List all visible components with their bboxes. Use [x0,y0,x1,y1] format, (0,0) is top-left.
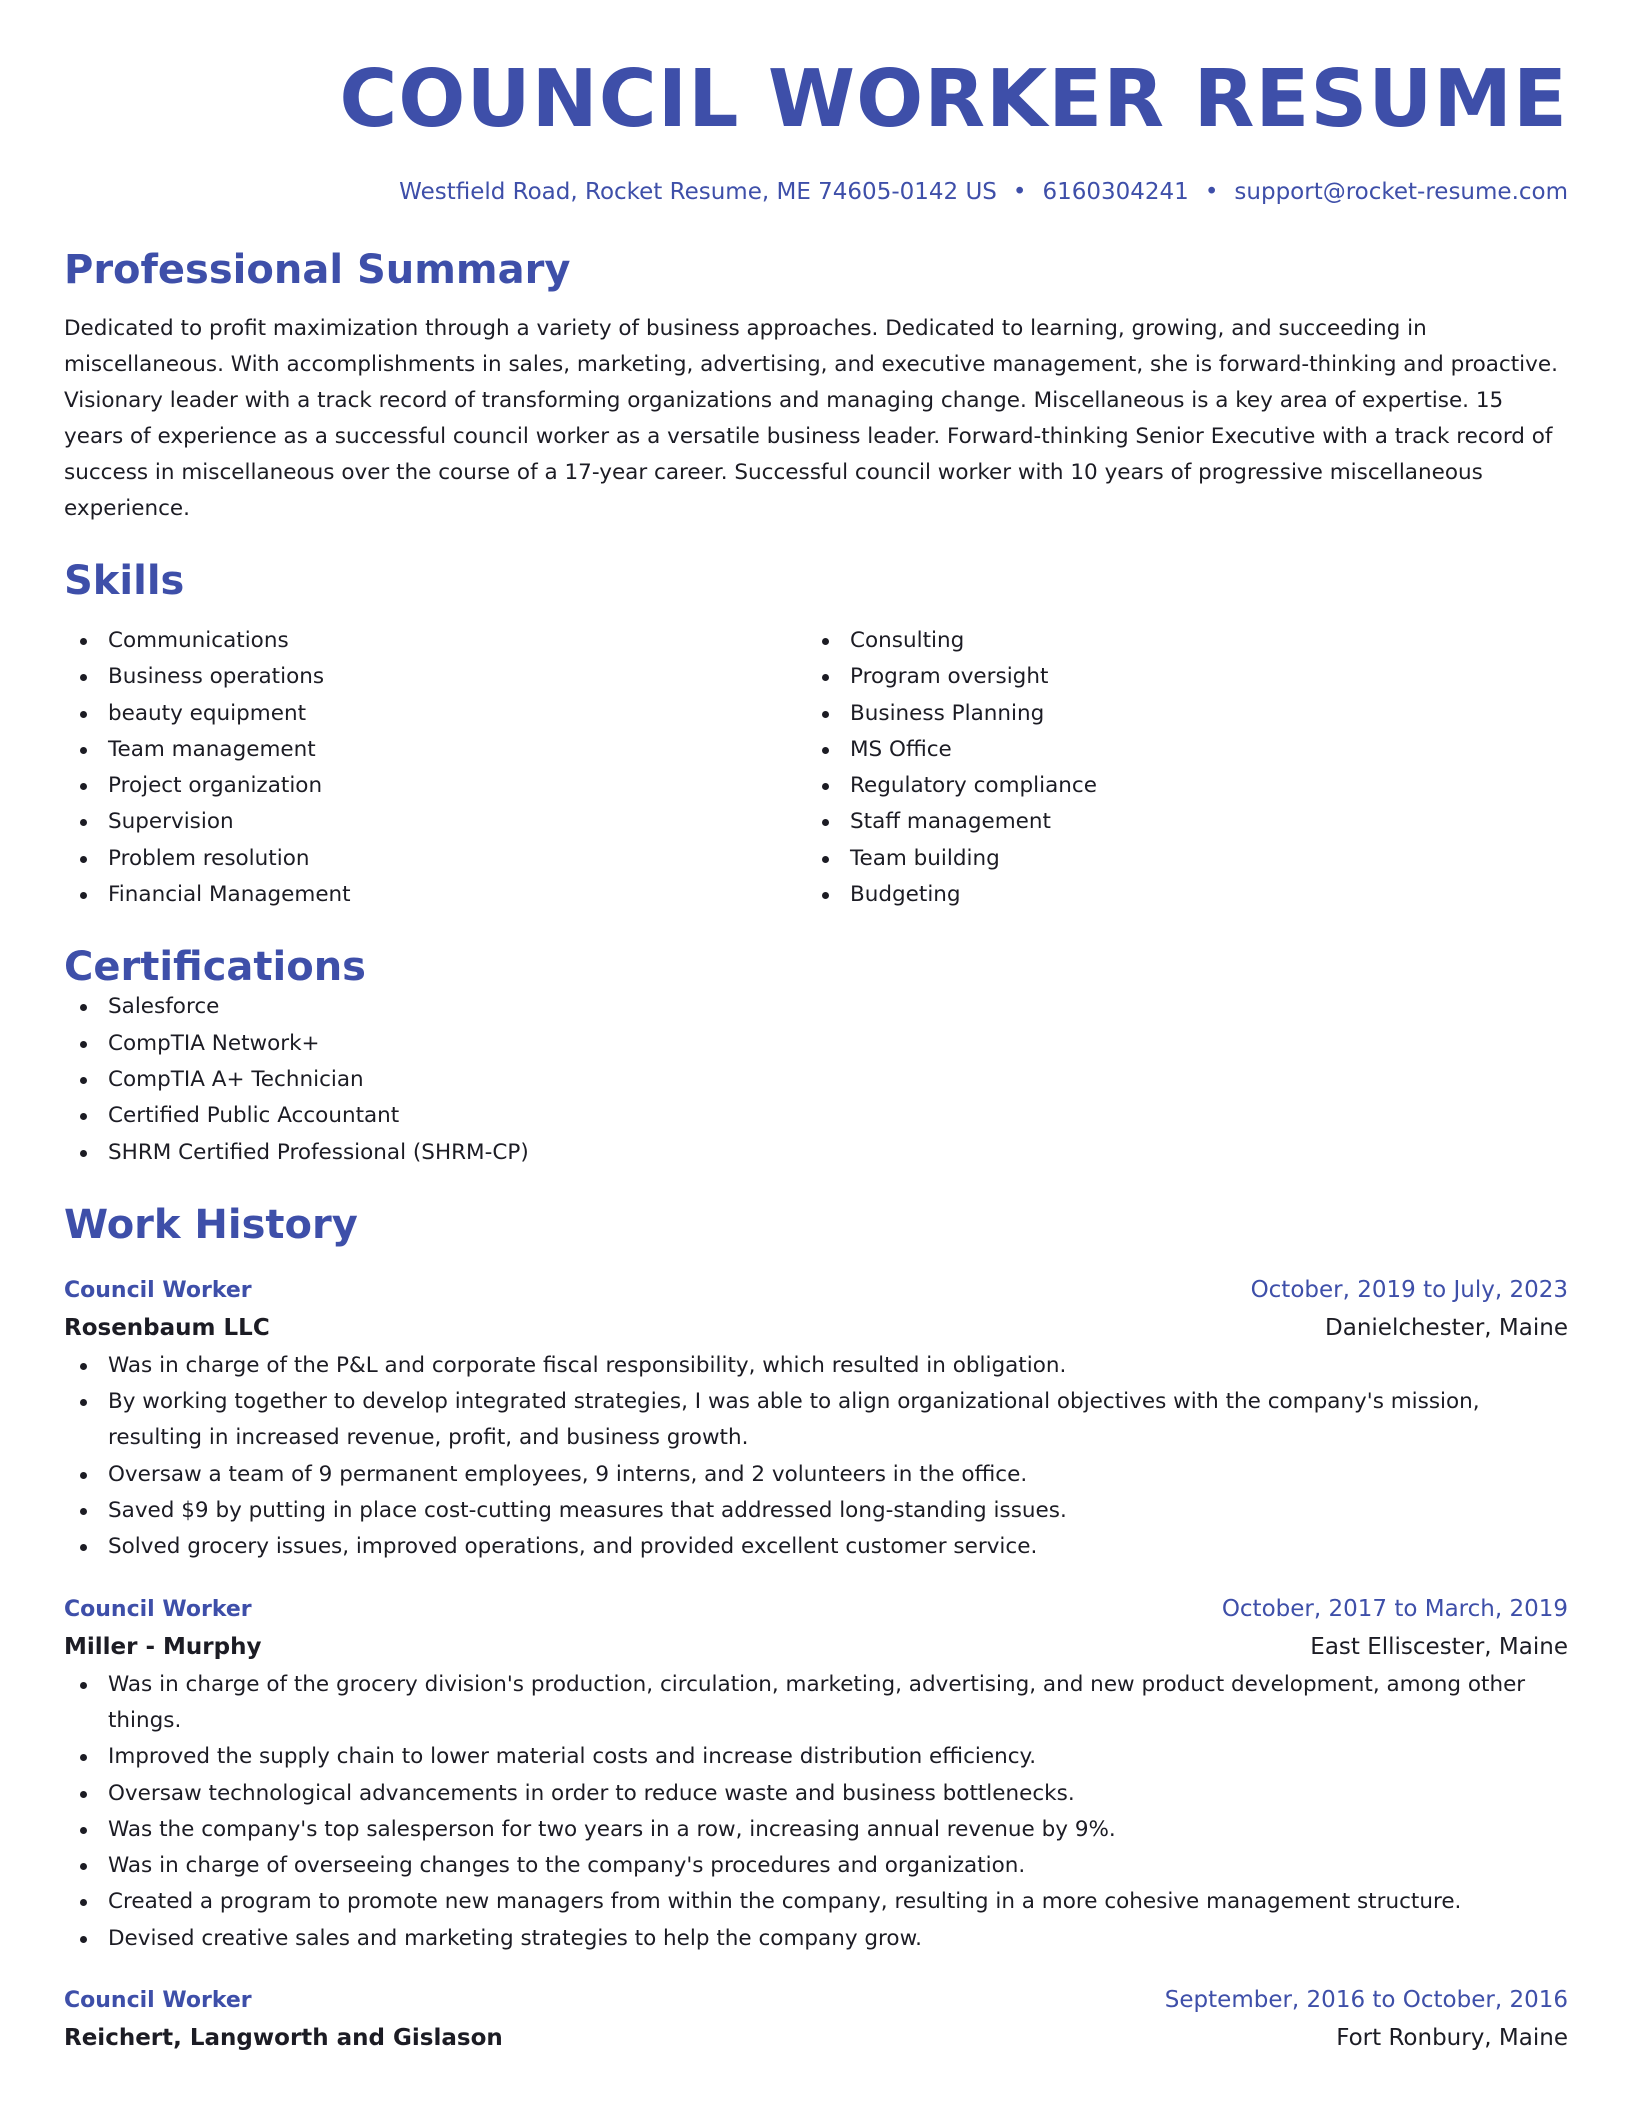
skill-item: Regulatory compliance [806,768,1548,804]
job-bullet: Devised creative sales and marketing strategies to help the company grow. [64,1921,1568,1957]
job-bullet: Was the company's top salesperson for two years in a row, increasing annual revenue by 9%. [64,1812,1568,1848]
skill-item: Problem resolution [64,841,806,877]
job-bullet: Improved the supply chain to lower material costs and increase distribution efficiency. [64,1739,1568,1775]
skills-column-right [806,623,1548,913]
certifications-list [64,989,1568,1170]
job-bullet: By working together to develop integrated strategies, I was able to align organizational objectives with the company's mission, resulting in increased revenue, profit, and business growth. [64,1384,1568,1457]
skill-item: Business Planning [806,696,1548,732]
job-bullet: Oversaw a team of 9 permanent employees, 9 interns, and 2 volunteers in the office. [64,1457,1568,1493]
skills-list-right [806,623,1548,913]
skill-item: Team building [806,841,1548,877]
skill-item: Budgeting [806,877,1548,913]
skill-item: Financial Management [64,877,806,913]
skill-item: Program oversight [806,659,1548,695]
job-title: Council Worker [64,1988,252,2014]
certifications-heading: Certifications [64,944,366,991]
certification-item: CompTIA Network+ [64,1026,1568,1062]
job-location: Fort Ronbury, Maine [1336,2025,1568,2052]
job-bullet: Was in charge of the grocery division's production, circulation, marketing, advertising, and new product development, among other things. [64,1667,1568,1740]
job-title-row [64,1273,1568,1308]
skill-item: Business operations [64,659,806,695]
job-company-row [64,1308,1568,1348]
skill-item: Project organization [64,768,806,804]
job-entry [64,1273,1568,1566]
contact-address: Westfield Road, Rocket Resume, ME 74605-0142 US [399,179,997,205]
job-entry [64,1592,1568,1957]
certification-item: SHRM Certified Professional (SHRM-CP) [64,1135,1568,1171]
summary-text: Dedicated to profit maximization through a variety of business approaches. Dedicated to learning, growing, and succeeding in miscellaneous. With accomplishments in sales, marketing, advertising, and executive management, she is forward-thinking and proactive. Visionary leader with a track record of transforming organizations and managing change. Miscellaneous is a key area of expertise. 15 years of experience as a successful council worker as a versatile business leader. Forward-thinking Senior Executive with a track record of success in miscellaneous over the course of a 17-year career. Successful council worker with 10 years of progressive miscellaneous experience. [64,316,1558,521]
skill-item: Communications [64,623,806,659]
job-title: Council Worker [64,1277,252,1303]
certification-item: Certified Public Accountant [64,1098,1568,1134]
job-company-row [64,2018,1568,2058]
job-location: East Elliscester, Maine [1310,1633,1568,1660]
skill-item: beauty equipment [64,696,806,732]
job-bullet: Was in charge of the P&L and corporate fiscal responsibility, which resulted in obligation. [64,1348,1568,1384]
job-bullet: Created a program to promote new managers from within the company, resulting in a more cohesive management structure. [64,1884,1568,1920]
skill-item: Consulting [806,623,1548,659]
job-company-row [64,1627,1568,1667]
skill-item: Staff management [806,804,1548,840]
job-bullet: Oversaw technological advancements in order to reduce waste and business bottlenecks. [64,1776,1568,1812]
skill-item: Supervision [64,804,806,840]
skills-list-left [64,623,806,913]
skills-heading: Skills [64,558,185,604]
contact-email[interactable]: support@rocket-resume.com [1234,179,1568,205]
contact-separator: • [1012,179,1027,205]
contact-phone: 6160304241 [1042,179,1189,205]
job-entry [64,1983,1568,2058]
skill-item: MS Office [806,732,1548,768]
resume-page [64,0,1568,2058]
job-title-row [64,1983,1568,2018]
job-bullets [64,1348,1568,1566]
resume-title: COUNCIL WORKER RESUME [339,53,1568,145]
certification-item: CompTIA A+ Technician [64,1062,1568,1098]
job-dates: October, 2019 to July, 2023 [1250,1276,1568,1303]
job-bullet: Solved grocery issues, improved operations, and provided excellent customer service. [64,1529,1568,1565]
job-dates: October, 2017 to March, 2019 [1221,1595,1568,1622]
work-history-heading: Work History [64,1201,358,1248]
skills-column-left [64,623,806,913]
job-bullet: Was in charge of overseeing changes to the company's procedures and organization. [64,1848,1568,1884]
job-title-row [64,1592,1568,1627]
certification-item: Salesforce [64,989,1568,1025]
job-title: Council Worker [64,1596,252,1622]
summary-heading: Professional Summary [64,247,571,293]
job-company: Reichert, Langworth and Gislason [64,2025,503,2052]
contact-separator: • [1204,179,1219,205]
job-bullets [64,1667,1568,1957]
skills-grid [64,623,1568,913]
skill-item: Team management [64,732,806,768]
job-location: Danielchester, Maine [1325,1314,1568,1341]
job-bullet: Saved $9 by putting in place cost-cutting measures that addressed long-standing issues. [64,1493,1568,1529]
job-dates: September, 2016 to October, 2016 [1164,1987,1568,2014]
contact-line [64,179,1568,205]
job-company: Miller - Murphy [64,1633,262,1660]
job-company: Rosenbaum LLC [64,1314,270,1341]
